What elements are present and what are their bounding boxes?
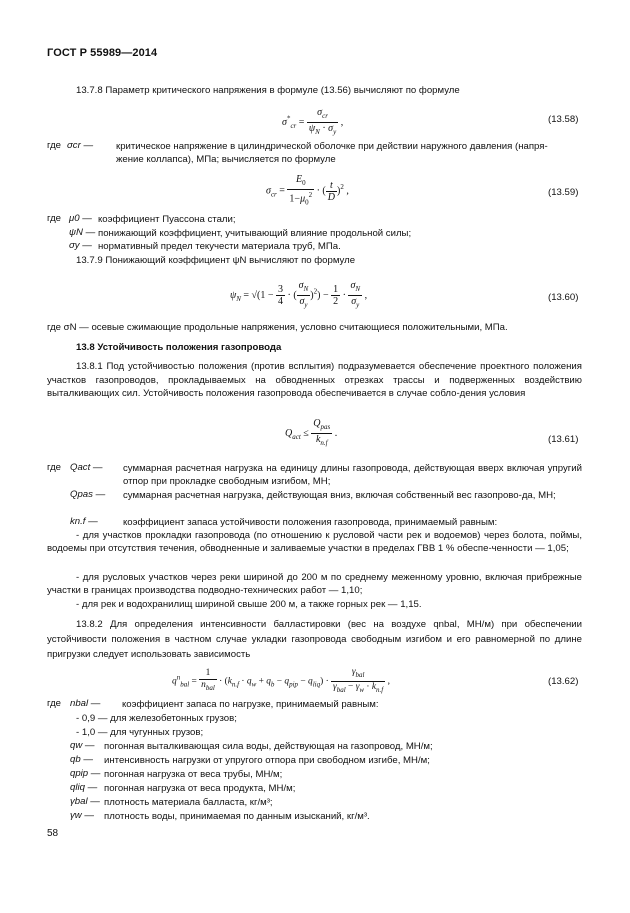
paragraph-13-8-1: 13.8.1 Под устойчивостью положения (против всплытия) подразумевается обеспечение проектного положения участков газопроводов, прокладываемых на обводненных отрезках трассы и подверженных воздействию выталкивающих сил. Устойчивость положения газопровода обеспечивается в случае собло-дения условия bbox=[47, 361, 582, 400]
list-item: - 0,9 — для железобетонных грузов; bbox=[76, 713, 237, 724]
definition-line bbox=[47, 321, 508, 334]
symbol-label: qpip — bbox=[70, 768, 101, 779]
symbol-label: γw — bbox=[70, 810, 94, 821]
definition-text: коэффициент Пуассона стали; bbox=[98, 214, 236, 225]
symbol-label: ψN — bbox=[69, 227, 96, 238]
symbol-label: μ0 — bbox=[69, 213, 92, 224]
definition-text: суммарная расчетная нагрузка на единицу длины газопровода, действующая вверх включая упругий отпор при прокладке свободным изгибом, МН; bbox=[123, 463, 582, 487]
equation-number: (13.58) bbox=[548, 114, 579, 125]
document-header: ГОСТ Р 55989—2014 bbox=[47, 47, 158, 59]
symbol-label: Qpas — bbox=[70, 489, 106, 500]
definition-text: нормативный предел текучести материала труб, МПа. bbox=[98, 241, 341, 252]
where-label: где bbox=[47, 140, 62, 151]
symbol-label: qw — bbox=[70, 740, 95, 751]
where-label: где bbox=[47, 213, 62, 224]
symbol-label: qliq — bbox=[70, 782, 98, 793]
list-item: - 1,0 — для чугунных грузов; bbox=[76, 727, 204, 738]
definition-text: критическое напряжение в цилиндрической оболочке при действии наружного давления (напря- bbox=[116, 141, 548, 152]
list-item: - для участков прокладки газопровода (по отношению к русловой части рек и водоемов) через болота, поймы, водоемы при отсутствия течения, обводненные и заливаемые участки в пределах ГВВ 1 % обеспе-ченности — 1,05; bbox=[47, 530, 582, 554]
symbol-label: где σN — bbox=[47, 322, 89, 333]
symbol-label: γbal — bbox=[70, 796, 100, 807]
where-label: где bbox=[47, 698, 62, 709]
definition-text: коэффициент запаса по нагрузке, принимаемый равным: bbox=[122, 699, 379, 710]
formula-13-60: $\psi_N = √(1$ − $\frac{3}{4}$ · ( $\frac{\sigma_N}{\sigma_y}$ )$^2$) − $\frac{1}{2}$ · $\frac{\sigma_N}{\sigma_y}$ , bbox=[230, 280, 368, 309]
formula-13-59: $\sigma_{cr}$ = $\frac{E_0}{1-\mu_0^2}$ · ( $\frac{t}{D}$ )$^2$ , bbox=[266, 174, 349, 207]
equation-number: (13.59) bbox=[548, 187, 579, 198]
definition-text: интенсивность нагрузки от упругого отпора при свободном изгибе, МН/м; bbox=[104, 755, 430, 766]
formula-13-58: $\sigma^*_{cr}$ = $\frac{\sigma_{cr}}{\psi_N \cdot \sigma_y}$ , bbox=[282, 107, 344, 136]
paragraph-13-7-9: 13.7.9 Понижающий коэффициент ψN вычисляют по формуле bbox=[76, 255, 356, 266]
symbol-label: kn.f — bbox=[70, 516, 98, 527]
definition-text: осевые сжимающие продольные напряжения, условно считающиеся положительными, МПа. bbox=[91, 322, 508, 333]
paragraph-13-8-2: 13.8.2 Для определения интенсивности балластировки (вес на воздухе qnbal, МН/м) при обеспечении устойчивости положения в частном случае укладки газопровода свободным изгибом и его равномерной по длине пригрузки следует использовать зависимость bbox=[47, 619, 582, 660]
definition-text: погонная выталкивающая сила воды, действующая на газопровод, МН/м; bbox=[104, 741, 433, 752]
formula-13-62: $q^n_{bal}$ = $\frac{1}{n_{bal}}$ · $(k_{n.f} \cdot q_w + q_b - q_{pip} - q_{liq})$ · $\frac{\gamma_{bal}}{\gamma_{bal} - \gamma_w \cdot k_{n.f}}$ , bbox=[172, 667, 390, 694]
equation-number: (13.60) bbox=[548, 292, 579, 303]
definition-text: погонная нагрузка от веса продукта, МН/м; bbox=[104, 783, 296, 794]
definition-text: погонная нагрузка от веса трубы, МН/м; bbox=[104, 769, 283, 780]
list-item: - для рек и водохранилищ шириной свыше 200 м, а также горных рек — 1,15. bbox=[76, 599, 422, 610]
definition-text: понижающий коэффициент, учитывающий влияние продольной силы; bbox=[98, 228, 412, 239]
symbol-label: nbal — bbox=[70, 698, 101, 709]
page-number: 58 bbox=[47, 828, 59, 839]
equation-number: (13.62) bbox=[548, 676, 579, 687]
definition-text: жение коллапса), МПа; вычисляется по формуле bbox=[116, 154, 336, 165]
symbol-label: qb — bbox=[70, 754, 93, 765]
where-label: где bbox=[47, 462, 62, 473]
list-item: - для русловых участков через реки шириной до 200 м по среднему меженному уровню, включая прибрежные участки в границах производства подводно-технических работ — 1,10; bbox=[47, 572, 582, 596]
paragraph-13-7-8: 13.7.8 Параметр критического напряжения в формуле (13.56) вычисляют по формуле bbox=[76, 85, 460, 96]
equation-number: (13.61) bbox=[548, 434, 579, 445]
definition-text: плотность воды, принимаемая по данным изысканий, кг/м³. bbox=[104, 811, 370, 822]
symbol-label: σy — bbox=[69, 240, 92, 251]
section-heading: 13.8 Устойчивость положения газопровода bbox=[76, 342, 282, 353]
definition-text: плотность материала балласта, кг/м³; bbox=[104, 797, 273, 808]
symbol-label: Qact — bbox=[70, 462, 103, 473]
definition-text: коэффициент запаса устойчивости положения газопровода, принимаемый равным: bbox=[123, 517, 498, 528]
formula-13-61: $Q_{act}$ ≤ $\frac{Q_{pas}}{k_{n.f}}$ . bbox=[285, 418, 338, 447]
symbol-label: σcr — bbox=[67, 140, 94, 151]
definition-text: суммарная расчетная нагрузка, действующая вниз, включая собственный вес газопрово-да, МН; bbox=[123, 490, 556, 501]
